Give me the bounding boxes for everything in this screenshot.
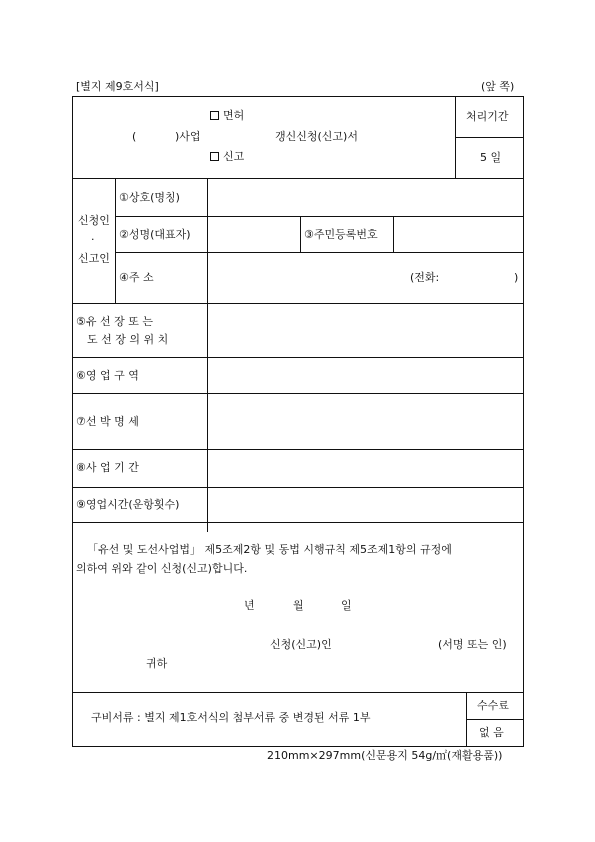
business-hours-field[interactable]	[208, 488, 523, 522]
representative-name-label: ②성명(대표자)	[119, 228, 191, 241]
business-type-suffix: )사업	[175, 130, 201, 143]
applicant-group-label: 신청인	[78, 214, 110, 227]
resident-number-field[interactable]	[394, 217, 523, 252]
date-year: 년	[244, 599, 255, 612]
signature-or-seal: (서명 또는 인)	[438, 638, 507, 651]
address-field[interactable]	[208, 253, 523, 303]
required-documents: 구비서류 : 별지 제1호서식의 첨부서류 중 변경된 서류 1부	[91, 711, 371, 724]
vessel-details-label: ⑦선 박 명 세	[76, 415, 139, 428]
business-area-field[interactable]	[208, 358, 523, 393]
processing-period-label: 처리기간	[466, 110, 509, 123]
resident-number-label: ③주민등록번호	[304, 228, 378, 241]
business-hours-label: ⑨영업시간(운항횟수)	[76, 498, 180, 511]
phone-label: (전화:	[410, 271, 440, 284]
business-area-label: ⑥영 업 구 역	[76, 369, 139, 382]
declaration-line-2: 의하여 위와 같이 신청(신고)합니다.	[76, 562, 248, 575]
license-checkbox[interactable]	[210, 111, 219, 120]
trade-name-field[interactable]	[208, 179, 523, 216]
license-label: 면허	[223, 109, 245, 122]
vessel-details-field[interactable]	[208, 394, 523, 449]
report-checkbox[interactable]	[210, 152, 219, 161]
option-license[interactable]	[210, 110, 244, 121]
location-label: ⑤유 선 장 또 는	[76, 315, 153, 328]
date-day: 일	[341, 599, 352, 612]
applicant-group-dot: ·	[91, 233, 95, 246]
declaration-line-1: 「유선 및 도선사업법」 제5조제2항 및 동법 시행규칙 제5조제1항의 규정에	[87, 543, 452, 556]
applicant-signature-label: 신청(신고)인	[270, 638, 332, 651]
page-side-label: (앞 쪽)	[481, 80, 515, 93]
business-period-field[interactable]	[208, 450, 523, 487]
form-title: 갱신신청(신고)서	[275, 130, 358, 143]
addressee-label: 귀하	[146, 657, 168, 670]
representative-name-field[interactable]	[208, 217, 300, 252]
business-period-label: ⑧사 업 기 간	[76, 461, 139, 474]
location-label-line2: 도 선 장 의 위 치	[87, 333, 169, 346]
trade-name-label: ①상호(명칭)	[119, 191, 180, 204]
date-month: 월	[293, 599, 304, 612]
form-number: [별지 제9호서식]	[76, 80, 159, 93]
fee-label: 수수료	[477, 699, 509, 712]
paper-spec: 210mm×297mm(신문용지 54g/㎡(재활용품))	[267, 749, 503, 762]
option-report[interactable]	[210, 151, 244, 162]
processing-period-value: 5 일	[480, 151, 502, 164]
fee-value: 없 음	[479, 726, 504, 739]
address-label: ④주 소	[119, 271, 154, 284]
report-label: 신고	[223, 150, 245, 163]
location-field[interactable]	[208, 304, 523, 357]
business-type-open: (	[132, 130, 137, 143]
phone-close: )	[514, 271, 519, 284]
reporter-group-label: 신고인	[78, 252, 110, 265]
